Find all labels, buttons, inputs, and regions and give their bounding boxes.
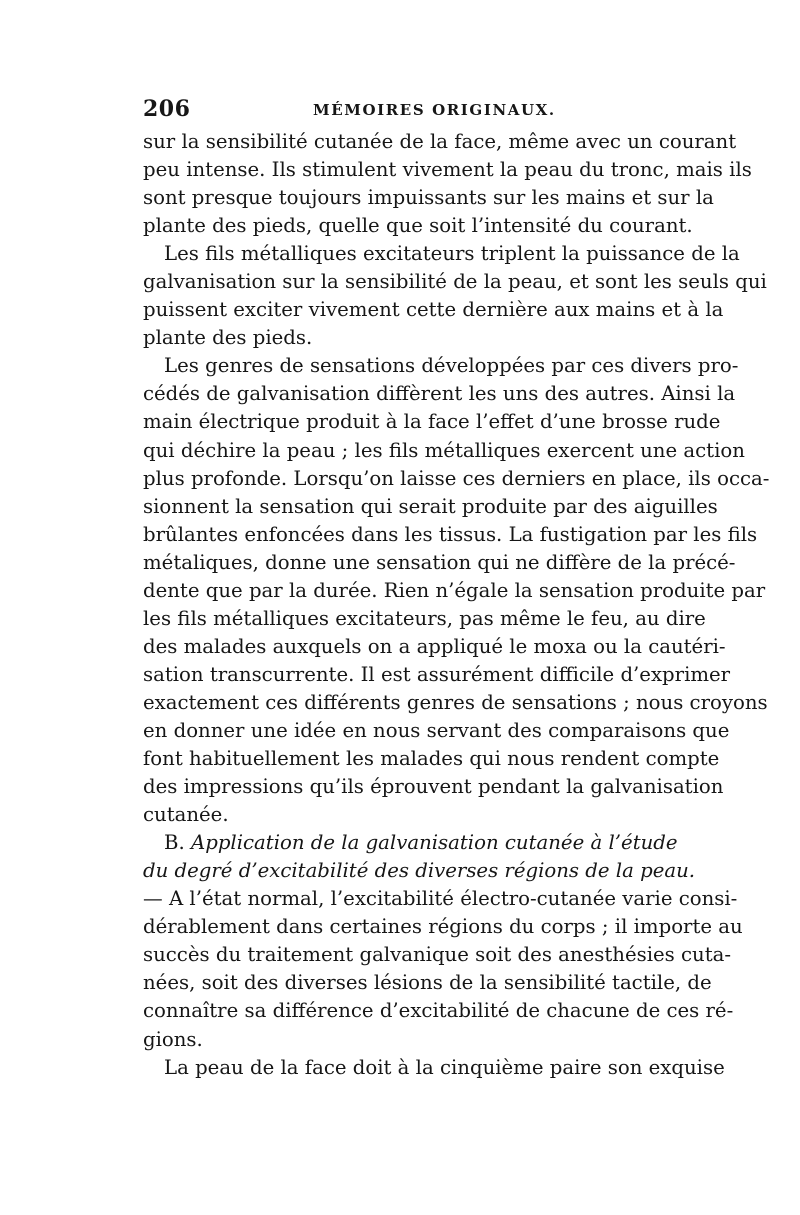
text-line: galvanisation sur la sensibilité de la peau, et sont les seuls qui xyxy=(143,270,767,294)
text-line: plus profonde. Lorsqu’on laisse ces derniers en place, ils occa- xyxy=(143,466,770,490)
body-text xyxy=(143,128,770,1082)
section-heading-line xyxy=(143,857,696,885)
text-line: sation transcurrente. Il est assurément difficile d’exprimer xyxy=(143,662,731,686)
text-line: sur la sensibilité cutanée de la face, même avec un courant xyxy=(143,130,737,153)
section-heading-line xyxy=(143,829,678,857)
text-line: en donner une idée en nous servant des comparaisons que xyxy=(143,718,730,742)
text-line: cédés de galvanisation diffèrent les uns des autres. Ainsi la xyxy=(143,382,736,406)
text-line: cutanée. xyxy=(143,803,229,827)
text-line: plante des pieds. xyxy=(143,326,313,350)
text-line: main électrique produit à la face l’effet d’une brosse rude xyxy=(143,410,721,434)
text-line: exactement ces différents genres de sensations ; nous croyons xyxy=(143,690,768,714)
text-line: les fils métalliques excitateurs, pas même le feu, au dire xyxy=(143,606,706,630)
text-line: Les fils métalliques excitateurs triplent la puissance de la xyxy=(164,242,740,266)
text-line: brûlantes enfoncées dans les tissus. La fustigation par les fils xyxy=(143,522,758,546)
text-line: connaître sa différence d’excitabilité de chacune de ces ré- xyxy=(143,999,734,1023)
page-header xyxy=(143,96,663,126)
text-line: métaliques, donne une sensation qui ne diffère de la précé- xyxy=(143,550,736,574)
running-title: MÉMOIRES ORIGINAUX. xyxy=(313,101,556,119)
text-line: La peau de la face doit à la cinquième paire son exquise xyxy=(164,1055,725,1079)
text-line: gions. xyxy=(143,1027,203,1051)
text-line: succès du traitement galvanique soit des anesthésies cuta- xyxy=(143,943,732,967)
text-line: sont presque toujours impuissants sur les mains et sur la xyxy=(143,186,714,210)
text-line: peu intense. Ils stimulent vivement la peau du tronc, mais ils xyxy=(143,158,752,182)
section-label: B. xyxy=(164,831,185,855)
text-line: — A l’état normal, l’excitabilité électro-cutanée varie consi- xyxy=(143,887,738,911)
section-title-part-2: du degré d’excitabilité des diverses régions de la peau. xyxy=(143,859,696,883)
text-line: plante des pieds, quelle que soit l’intensité du courant. xyxy=(143,214,693,238)
text-line: puissent exciter vivement cette dernière aux mains et à la xyxy=(143,298,724,322)
text-line: sionnent la sensation qui serait produite par des aiguilles xyxy=(143,494,718,518)
text-line: des impressions qu’ils éprouvent pendant la galvanisation xyxy=(143,775,724,799)
section-title-part-1: Application de la galvanisation cutanée à l’étude xyxy=(191,831,678,855)
text-line: dérablement dans certaines régions du corps ; il importe au xyxy=(143,915,743,939)
text-line: dente que par la durée. Rien n’égale la sensation produite par xyxy=(143,578,766,602)
text-line: Les genres de sensations développées par ces divers pro- xyxy=(164,354,739,378)
text-line: nées, soit des diverses lésions de la sensibilité tactile, de xyxy=(143,971,712,995)
text-line: des malades auxquels on a appliqué le moxa ou la cautéri- xyxy=(143,634,726,658)
text-line: qui déchire la peau ; les fils métalliques exercent une action xyxy=(143,438,745,462)
page-number: 206 xyxy=(143,96,191,122)
text-line: font habituellement les malades qui nous rendent compte xyxy=(143,747,720,771)
